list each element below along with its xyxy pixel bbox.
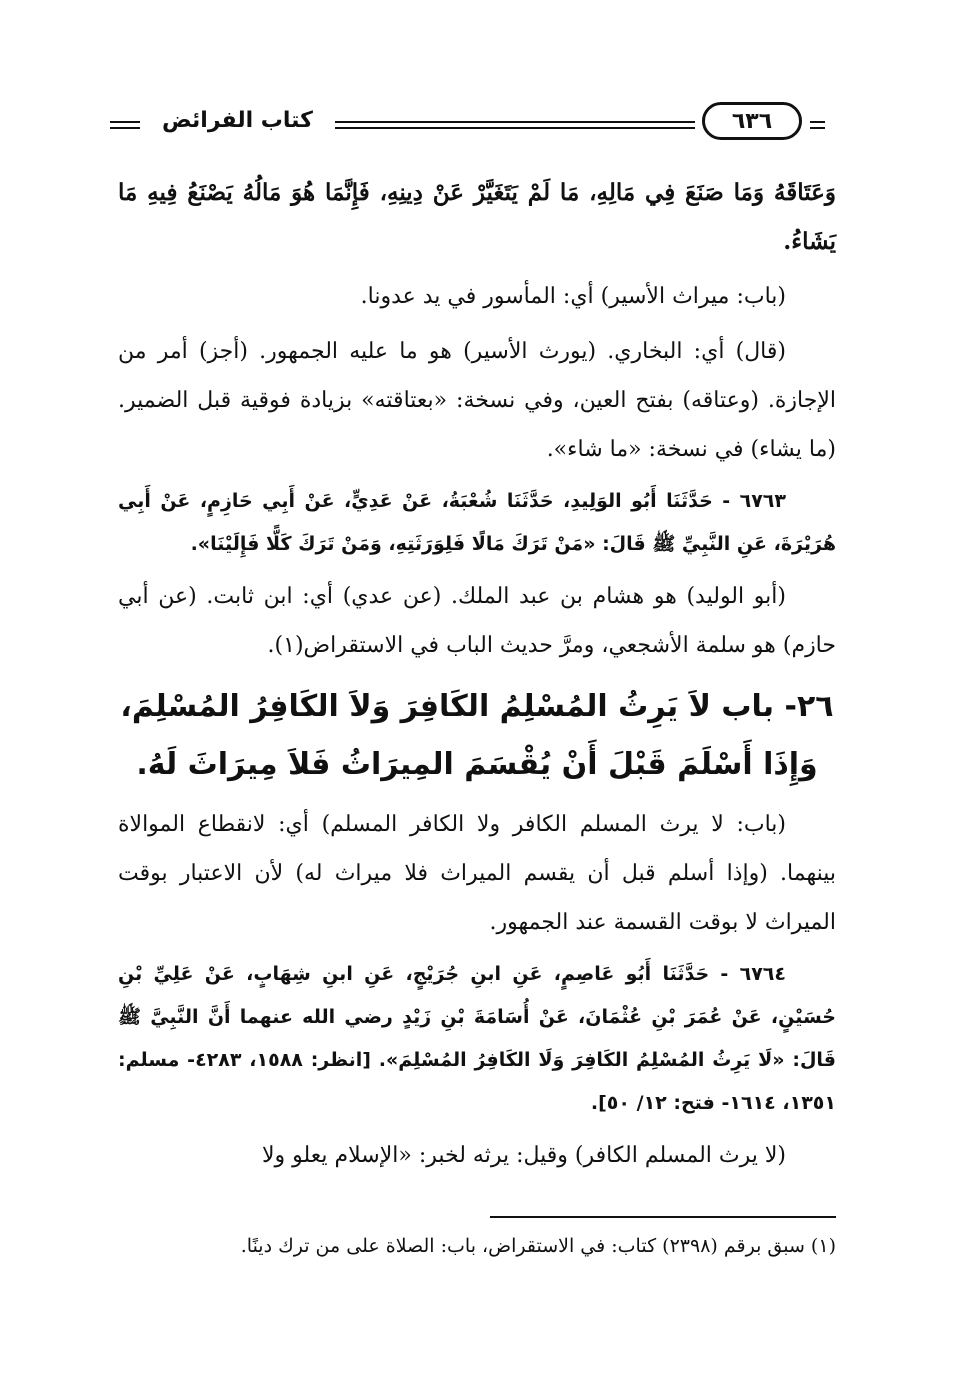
hadith-text: ٦٧٦٣ - حَدَّثَنَا أَبُو الوَلِيدِ، حَدَّثَنَا شُعْبَةُ، عَنْ عَدِيٍّ، عَنْ أَبِي حَازِمٍ، عَنْ أَبِي هُرَيْرَةَ، عَنِ النَّبِيِّ ﷺ قَالَ: «مَنْ تَرَكَ مَالًا فَلِوَرَثَتِهِ، وَمَنْ تَرَكَ كَلًّا فَإِلَيْنَا».	[118, 490, 836, 555]
page-number-frame	[702, 102, 802, 140]
commentary-paragraph: (قال) أي: البخاري. (يورث الأسير) هو ما عليه الجمهور. (أجز) أمر من الإجازة. (وعتاقه) بفتح العين، وفي نسخة: «بعتاقته» بزيادة فوقية قبل الضمير. (ما يشاء) في نسخة: «ما شاء».	[118, 339, 836, 462]
commentary-paragraph: (باب: لا يرث المسلم الكافر ولا الكافر المسلم) أي: لانقطاع الموالاة بينهما. (وإذا أسلم قبل أن يقسم الميراث فلا ميراث له) لأن الاعتبار بوقت الميراث لا بوقت القسمة عند الجمهور.	[118, 812, 836, 935]
header-rule-left	[110, 121, 140, 129]
footnote-separator	[490, 1216, 836, 1218]
hadith-continuation: وَعَتَاقَهُ وَمَا صَنَعَ فِي مَالِهِ، مَا لَمْ يَتَغَيَّرْ عَنْ دِينِهِ، فَإِنَّمَا هُوَ مَالُهُ يَصْنَعُ فِيهِ مَا يَشَاءُ.	[118, 179, 836, 255]
page-header	[110, 100, 825, 150]
commentary-paragraph: (أبو الوليد) هو هشام بن عبد الملك. (عن عدي) أي: ابن ثابت. (عن أبي حازم) هو سلمة الأشجعي، ومرَّ حديث الباب في الاستقراض(١).	[118, 584, 836, 658]
header-rule-right	[810, 121, 825, 129]
book-title: كتاب الفرائض	[162, 108, 313, 133]
hadith-text: ٦٧٦٤ - حَدَّثَنَا أَبُو عَاصِمٍ، عَنِ ابنِ جُرَيْجٍ، عَنِ ابنِ شِهَابٍ، عَنْ عَلِيِّ بْنِ حُسَيْنٍ، عَنْ عُمَرَ بْنِ عُثْمَانَ، عَنْ أُسَامَةَ بْنِ زَيْدٍ رضي الله عنهما أَنَّ النَّبِيَّ ﷺ قَالَ: «لَا يَرِثُ المُسْلِمُ الكَافِرَ وَلَا الكَافِرُ المُسْلِمَ». [انظر: ١٥٨٨، ٤٢٨٣- مسلم: ١٣٥١، ١٦١٤- فتح: ١٢/ ٥٠].	[118, 963, 837, 1114]
page-body	[118, 168, 836, 1186]
commentary-paragraph: (باب: ميراث الأسير) أي: المأسور في يد عدونا.	[360, 284, 786, 309]
chapter-heading: ٢٦- باب لاَ يَرِثُ المُسْلِمُ الكَافِرَ وَلاَ الكَافِرُ المُسْلِمَ، وَإِذَا أَسْلَمَ قَبْلَ أَنْ يُقْسَمَ المِيرَاثُ فَلاَ مِيرَاثَ لَهُ.	[120, 689, 834, 782]
page-number: ٦٣٦	[731, 108, 773, 134]
footnote: (١) سبق برقم (٢٣٩٨) كتاب: في الاستقراض، باب: الصلاة على من ترك دينًا.	[240, 1235, 836, 1257]
commentary-paragraph: (لا يرث المسلم الكافر) وقيل: يرثه لخبر: «الإسلام يعلو ولا	[261, 1143, 786, 1168]
header-rule-middle	[335, 121, 695, 129]
